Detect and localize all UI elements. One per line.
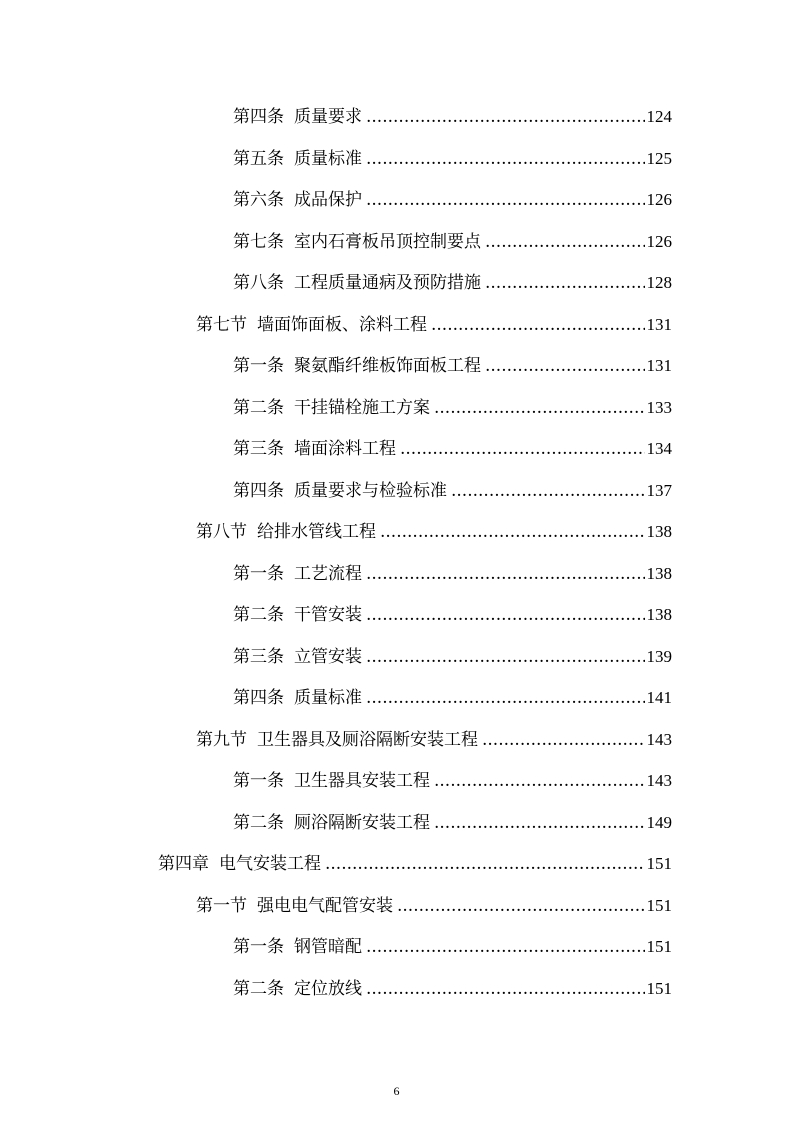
toc-entry-page: 125 bbox=[646, 148, 672, 168]
toc-entry-number: 第八条 bbox=[233, 273, 284, 293]
toc-dot-leader bbox=[366, 642, 645, 672]
toc-entry[interactable] bbox=[233, 766, 672, 796]
toc-entry-number: 第三条 bbox=[233, 439, 284, 459]
toc-entry-number: 第七条 bbox=[233, 231, 284, 252]
toc-entry-page: 149 bbox=[646, 812, 672, 832]
toc-entry-number: 第一节 bbox=[196, 895, 247, 916]
toc-entry-page: 143 bbox=[646, 771, 672, 790]
toc-entry[interactable] bbox=[233, 434, 672, 464]
toc-entry[interactable] bbox=[233, 932, 672, 962]
toc-dot-leader bbox=[366, 185, 645, 215]
toc-entry[interactable] bbox=[233, 185, 672, 215]
toc-entry[interactable] bbox=[233, 476, 672, 506]
toc-dot-leader bbox=[325, 849, 645, 879]
toc-entry[interactable] bbox=[233, 351, 672, 381]
toc-entry-title: 给排水管线工程 bbox=[257, 522, 376, 542]
toc-entry[interactable] bbox=[233, 683, 672, 713]
toc-dot-leader bbox=[366, 683, 645, 713]
toc-entry-page: 128 bbox=[646, 273, 672, 292]
toc-entry[interactable] bbox=[233, 974, 672, 1004]
toc-entry[interactable] bbox=[158, 849, 672, 879]
toc-entry-title: 强电电气配管安装 bbox=[257, 895, 393, 916]
toc-dot-leader bbox=[485, 351, 645, 381]
toc-entry-number: 第一条 bbox=[233, 563, 284, 584]
toc-dot-leader bbox=[434, 766, 645, 796]
toc-entry-page: 134 bbox=[646, 439, 672, 458]
toc-entry[interactable] bbox=[233, 144, 672, 174]
toc-entry[interactable] bbox=[233, 227, 672, 257]
toc-entry[interactable] bbox=[233, 268, 672, 298]
toc-dot-leader bbox=[366, 559, 645, 589]
toc-entry-title: 室内石膏板吊顶控制要点 bbox=[294, 231, 481, 252]
toc-entry-page: 131 bbox=[646, 356, 672, 375]
toc-entry-number: 第九节 bbox=[196, 729, 247, 750]
toc-entry[interactable] bbox=[233, 808, 672, 838]
toc-entry-page: 143 bbox=[646, 729, 672, 749]
toc-entry-title: 质量要求与检验标准 bbox=[294, 480, 447, 501]
toc-entry-title: 工程质量通病及预防措施 bbox=[294, 273, 481, 293]
toc-entry-page: 126 bbox=[646, 231, 672, 251]
toc-dot-leader bbox=[434, 393, 645, 423]
toc-entry-page: 138 bbox=[646, 563, 672, 583]
toc-entry-number: 第四条 bbox=[233, 107, 284, 127]
toc-entry[interactable] bbox=[233, 393, 672, 423]
toc-entry-title: 成品保护 bbox=[294, 190, 362, 210]
toc-entry[interactable] bbox=[196, 517, 672, 547]
toc-entry-title: 定位放线 bbox=[294, 978, 362, 999]
toc-entry-title: 厕浴隔断安装工程 bbox=[294, 812, 430, 833]
toc-entry[interactable] bbox=[233, 600, 672, 630]
toc-entry-title: 质量标准 bbox=[294, 148, 362, 169]
toc-dot-leader bbox=[366, 932, 645, 962]
toc-entry-title: 聚氨酯纤维板饰面板工程 bbox=[294, 356, 481, 376]
toc-entry-page: 131 bbox=[646, 314, 672, 334]
toc-entry-title: 电气安装工程 bbox=[219, 854, 321, 874]
toc-entry-page: 151 bbox=[646, 895, 672, 915]
toc-entry-page: 133 bbox=[646, 397, 672, 417]
toc-entry-number: 第四条 bbox=[233, 688, 284, 708]
toc-entry-page: 151 bbox=[646, 978, 672, 998]
toc-entry-number: 第四条 bbox=[233, 480, 284, 501]
toc-entry-page: 124 bbox=[646, 107, 672, 126]
toc-dot-leader bbox=[366, 974, 645, 1004]
toc-entry-title: 质量要求 bbox=[294, 107, 362, 127]
toc-dot-leader bbox=[485, 268, 645, 298]
toc-entry-page: 151 bbox=[646, 937, 672, 956]
toc-entry-number: 第二条 bbox=[233, 605, 284, 625]
toc-dot-leader bbox=[431, 310, 645, 340]
toc-entry-page: 141 bbox=[646, 688, 672, 707]
toc-entry-title: 干管安装 bbox=[294, 605, 362, 625]
toc-entry-number: 第七节 bbox=[196, 314, 247, 335]
toc-entry[interactable] bbox=[233, 559, 672, 589]
toc-entry-title: 工艺流程 bbox=[294, 563, 362, 584]
toc-entry-title: 钢管暗配 bbox=[294, 937, 362, 957]
toc-entry-number: 第一条 bbox=[233, 771, 284, 791]
toc-dot-leader bbox=[397, 891, 645, 921]
toc-entry[interactable] bbox=[233, 102, 672, 132]
toc-entry-page: 139 bbox=[646, 646, 672, 666]
toc-dot-leader bbox=[366, 102, 645, 132]
toc-entry-number: 第八节 bbox=[196, 522, 247, 542]
toc-dot-leader bbox=[380, 517, 645, 547]
toc-entry-title: 墙面饰面板、涂料工程 bbox=[257, 314, 427, 335]
toc-entry-page: 138 bbox=[646, 522, 672, 541]
toc-entry-number: 第二条 bbox=[233, 812, 284, 833]
toc-dot-leader bbox=[366, 600, 645, 630]
toc-entry-title: 卫生器具安装工程 bbox=[294, 771, 430, 791]
toc-dot-leader bbox=[482, 725, 645, 755]
toc-entry-title: 卫生器具及厕浴隔断安装工程 bbox=[257, 729, 478, 750]
toc-entry-number: 第二条 bbox=[233, 397, 284, 418]
toc-entry[interactable] bbox=[233, 642, 672, 672]
toc-entry-page: 151 bbox=[646, 854, 672, 873]
toc-dot-leader bbox=[366, 144, 645, 174]
toc-entry-title: 干挂锚栓施工方案 bbox=[294, 397, 430, 418]
toc-dot-leader bbox=[451, 476, 645, 506]
toc-dot-leader bbox=[434, 808, 645, 838]
toc-dot-leader bbox=[400, 434, 645, 464]
toc-entry-page: 137 bbox=[646, 480, 672, 500]
toc-entry-number: 第一条 bbox=[233, 937, 284, 957]
toc-entry-title: 立管安装 bbox=[294, 646, 362, 667]
toc-entry-number: 第一条 bbox=[233, 356, 284, 376]
toc-entry-number: 第二条 bbox=[233, 978, 284, 999]
toc-entry-page: 126 bbox=[646, 190, 672, 209]
toc-dot-leader bbox=[485, 227, 645, 257]
page-number: 6 bbox=[393, 1084, 400, 1098]
toc-entry[interactable] bbox=[196, 891, 672, 921]
toc-entry-page: 138 bbox=[646, 605, 672, 624]
toc-entry-title: 墙面涂料工程 bbox=[294, 439, 396, 459]
toc-entry[interactable] bbox=[196, 725, 672, 755]
toc-entry-number: 第四章 bbox=[158, 854, 209, 874]
toc-entry-number: 第六条 bbox=[233, 190, 284, 210]
toc-entry-title: 质量标准 bbox=[294, 688, 362, 708]
toc-entry-number: 第三条 bbox=[233, 646, 284, 667]
toc-entry-number: 第五条 bbox=[233, 148, 284, 169]
toc-entry[interactable] bbox=[196, 310, 672, 340]
